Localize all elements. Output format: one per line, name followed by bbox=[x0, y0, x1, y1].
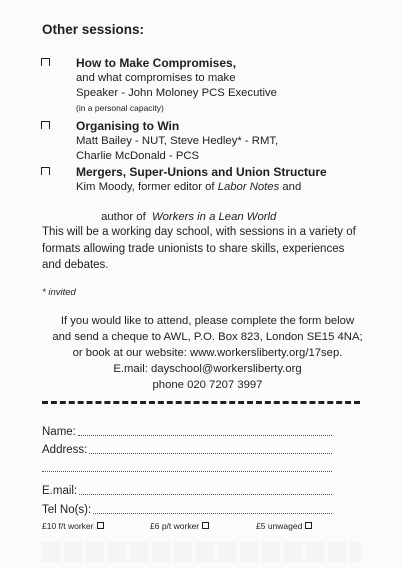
session-note: (in a personal capacity) bbox=[76, 103, 164, 113]
session-line: and what compromises to make bbox=[76, 72, 236, 84]
address-label: Address: bbox=[42, 444, 88, 456]
name-label: Name: bbox=[42, 426, 76, 438]
cut-line bbox=[42, 401, 360, 404]
tel-label: Tel No(s): bbox=[42, 504, 92, 516]
fee-option-full-time[interactable]: £10 f/t worker bbox=[42, 521, 104, 531]
contact-line: or book at our website: www.workersliberty.org/17sep. bbox=[72, 347, 343, 359]
session-line: Kim Moody, former editor of Labor Notes and bbox=[76, 181, 302, 193]
fee-option-unwaged[interactable]: £5 unwaged bbox=[256, 521, 312, 531]
checkbox-icon[interactable] bbox=[97, 522, 104, 529]
session-title: How to Make Compromises, bbox=[76, 56, 237, 70]
session-line: Matt Bailey - NUT, Steve Hedley* - RMT, bbox=[76, 135, 279, 147]
email-label: E.mail: bbox=[42, 485, 78, 497]
name-input-line[interactable] bbox=[78, 425, 332, 436]
checkbox-icon[interactable] bbox=[42, 121, 50, 129]
email-input-line[interactable] bbox=[79, 484, 332, 495]
invited-footnote: * invited bbox=[42, 287, 76, 298]
checkbox-icon[interactable] bbox=[42, 58, 50, 66]
checkbox-icon[interactable] bbox=[202, 522, 209, 529]
session-title: Mergers, Super-Unions and Union Structure bbox=[76, 165, 327, 179]
contact-line: and send a cheque to AWL, P.O. Box 823, London SE15 4NA; bbox=[52, 331, 363, 343]
session-line: Speaker - John Moloney PCS Executive bbox=[76, 87, 277, 99]
contact-line: If you would like to attend, please complete the form below bbox=[60, 315, 355, 327]
contact-email: E.mail: dayschool@workersliberty.org bbox=[113, 363, 302, 375]
session-title: Organising to Win bbox=[76, 119, 180, 133]
address-input-line-2[interactable] bbox=[42, 471, 332, 472]
email-field[interactable] bbox=[42, 484, 332, 497]
tel-field[interactable] bbox=[42, 503, 332, 516]
session-line: Charlie McDonald - PCS bbox=[76, 150, 200, 162]
contact-phone: phone 020 7207 3997 bbox=[152, 379, 263, 391]
checkbox-icon[interactable] bbox=[42, 167, 50, 175]
checkbox-icon[interactable] bbox=[305, 522, 312, 529]
show-through-text bbox=[42, 542, 362, 562]
intro-paragraph: This will be a working day school, with sessions in a variety of formats allowing trade unionists to share skills, experiences and debates. bbox=[42, 226, 356, 271]
book-title: Workers in a Lean World bbox=[151, 211, 277, 223]
section-heading: Other sessions: bbox=[42, 22, 145, 37]
name-field[interactable] bbox=[42, 425, 332, 438]
fee-option-part-time[interactable]: £6 p/t worker bbox=[150, 521, 209, 531]
session-line: author of Workers in a Lean World bbox=[101, 211, 277, 223]
address-field[interactable] bbox=[42, 443, 332, 456]
tel-input-line[interactable] bbox=[93, 503, 332, 514]
contact-block bbox=[30, 313, 385, 393]
publication-title: Labor Notes bbox=[217, 181, 280, 193]
address-input-line[interactable] bbox=[89, 443, 332, 454]
